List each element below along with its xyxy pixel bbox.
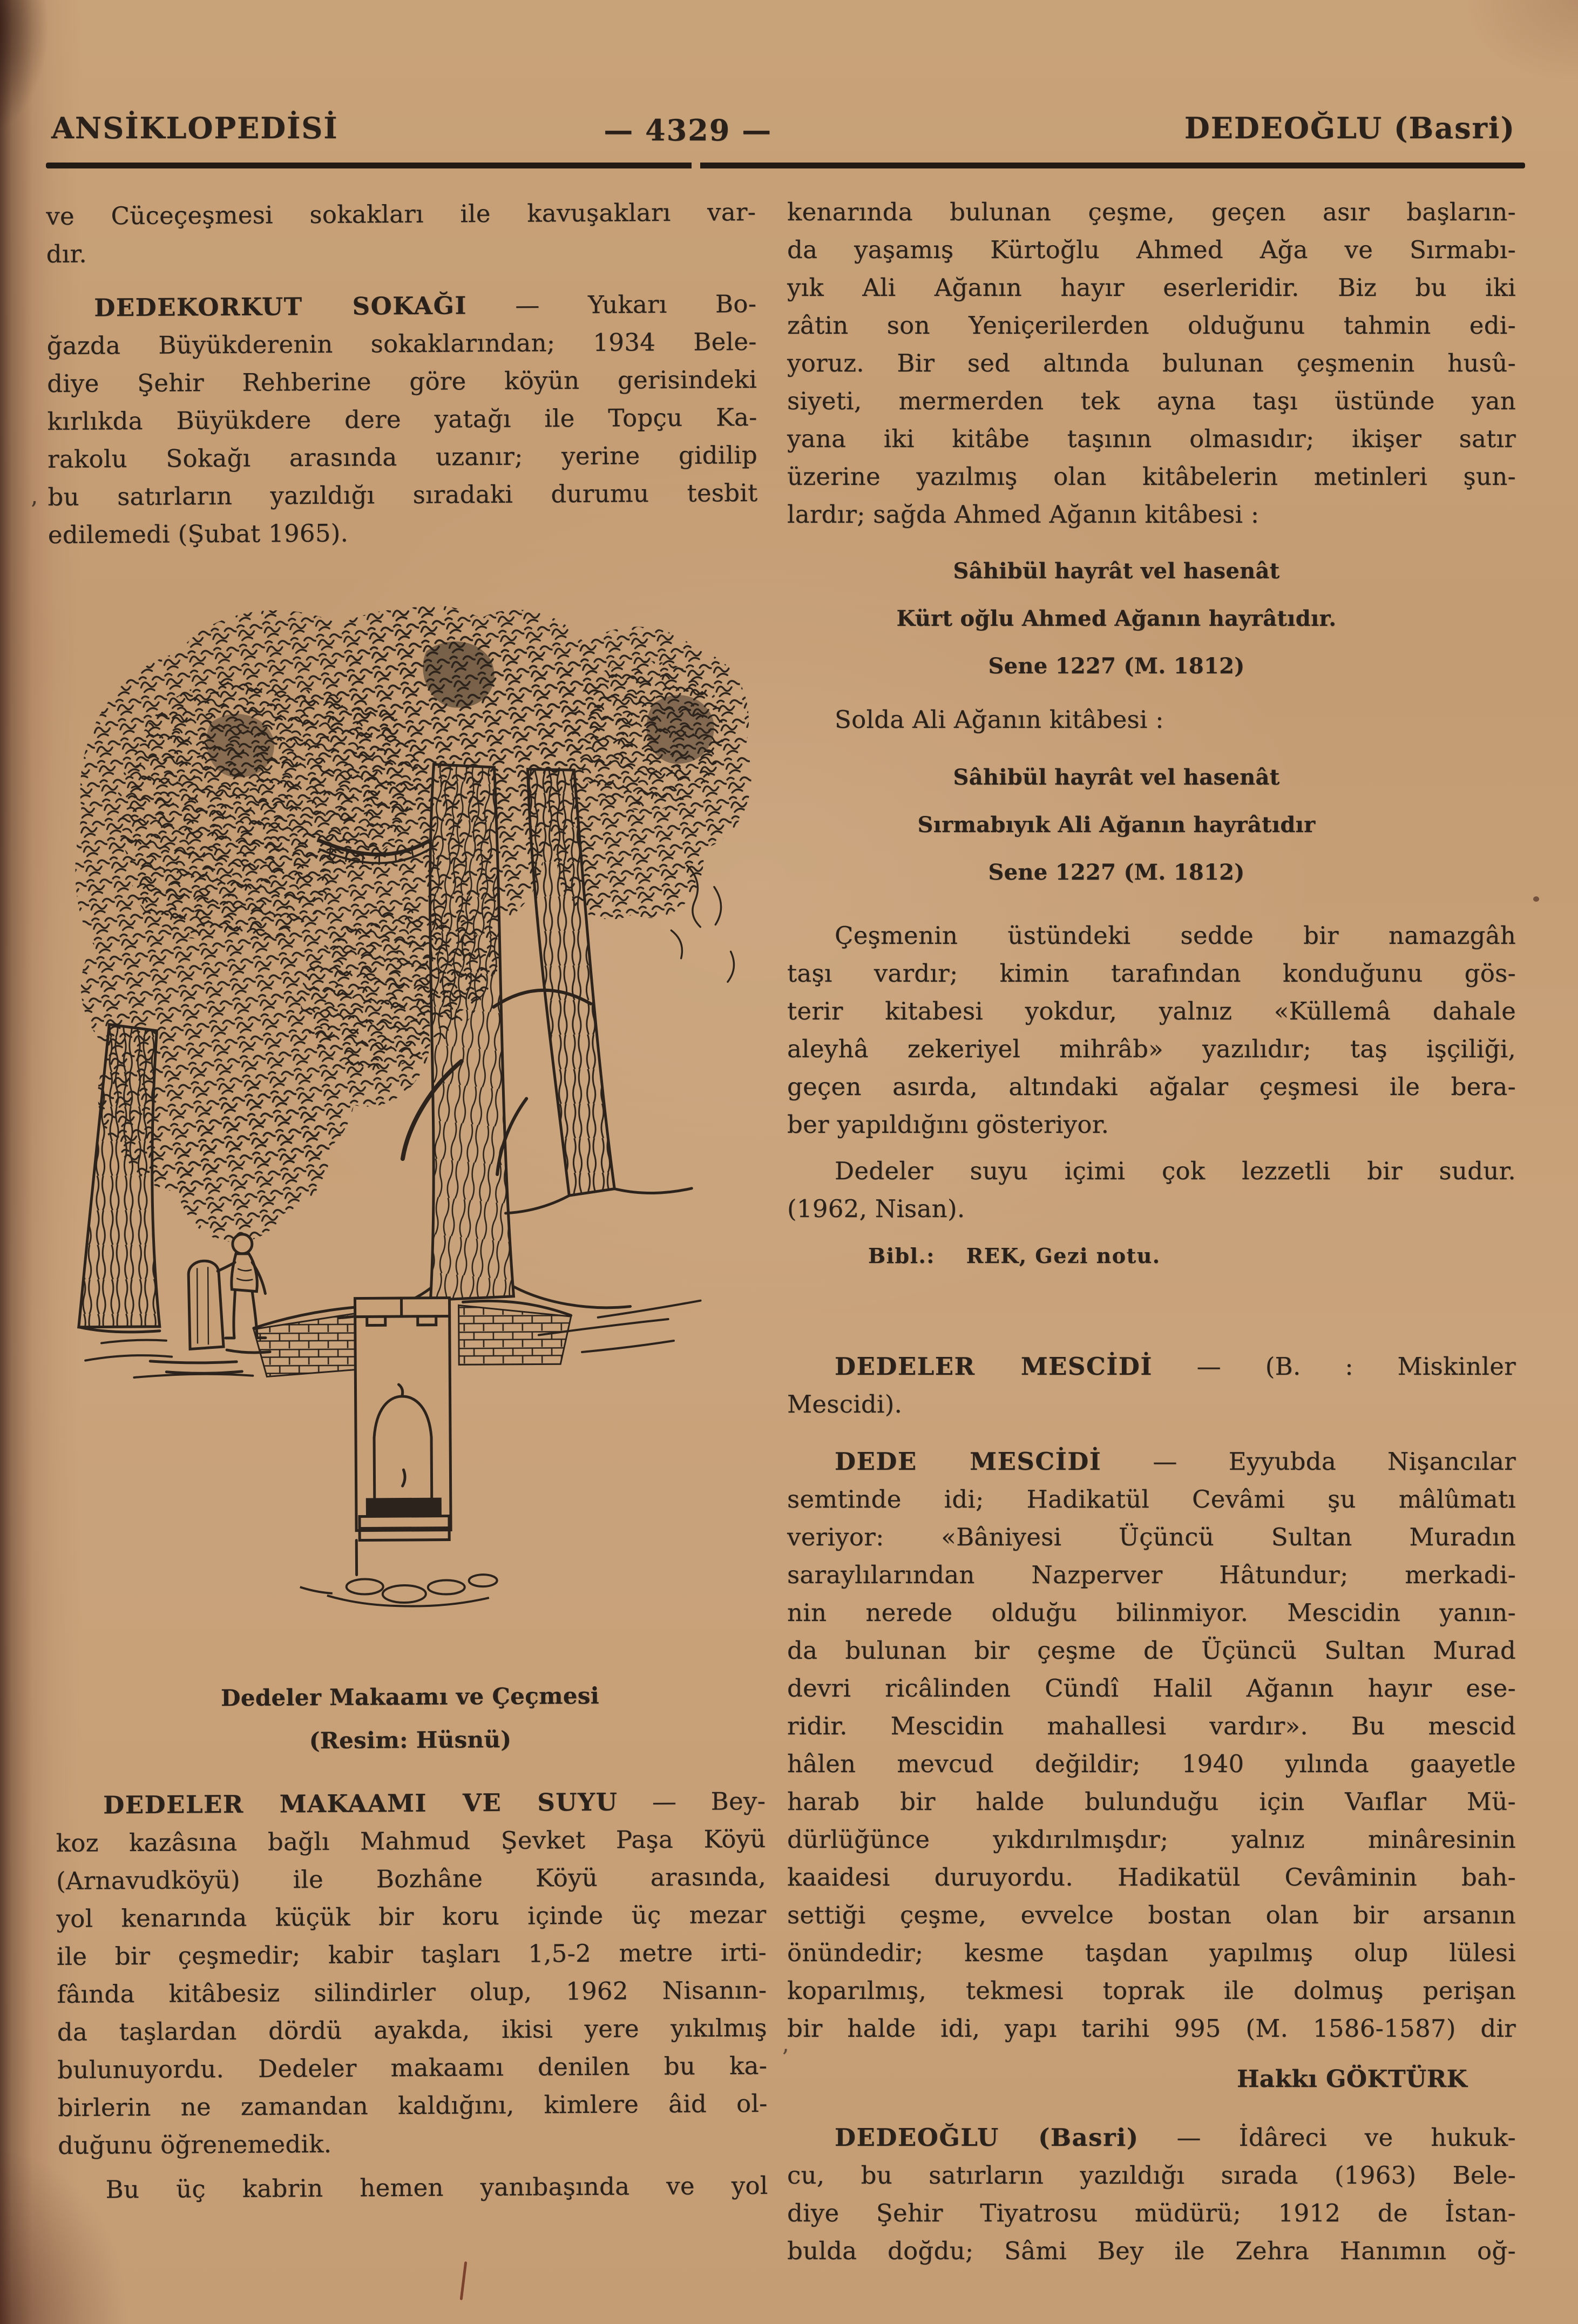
illustration [48, 584, 764, 1650]
running-entry-title: DEDEOĞLU (Basri) [1184, 111, 1515, 145]
text-line: edilemedi (Şubat 1965). [48, 518, 349, 550]
text-line: taşı vardır; kimin tarafından konduğunu gös- [787, 959, 1516, 988]
text-line: kenarında bulunan çeşme, geçen asır başların- [787, 198, 1516, 226]
text-line: kaaidesi duruyordu. Hadikatül Cevâminin bah- [787, 1863, 1516, 1891]
text-line: yol kenarında küçük bir koru içinde üç mezar [56, 1900, 767, 1933]
text-line: yoruz. Bir sed altında bulunan çeşmenin husû- [787, 349, 1516, 377]
text-line: bulunuyordu. Dedeler makaamı denilen bu ka- [57, 2051, 768, 2084]
solda-line [787, 701, 1516, 739]
text-line: harab bir halde bulunduğu için Vaıflar Mü- [787, 1787, 1516, 1816]
text-line: yana iki kitâbe taşının olmasıdır; ikişer satır [787, 424, 1516, 453]
print-artifact: ’ [30, 497, 38, 523]
entry-dedeler-makaami-2 [58, 2167, 768, 2209]
text-line: da taşlardan dördü ayakda, ikisi yere yıkılmış [57, 2013, 767, 2046]
illustration-sketch [48, 584, 764, 1650]
entry-heading: DEDEKORKUT SOKAĞI [94, 291, 468, 322]
text-line: (Arnavudköyü) ile Bozhâne Köyü arasında, [56, 1862, 767, 1895]
entry-heading: DEDEOĞLU (Basri) [835, 2123, 1139, 2152]
text-line: Bu üç kabrin hemen yanıbaşında ve yol [105, 2171, 768, 2204]
entry-dedeler-mescidi [787, 1348, 1516, 1423]
text-line: koz kazâsına bağlı Mahmud Şevket Paşa Köyü [56, 1824, 766, 1857]
text-line: duğunu öğrenemedik. [57, 2129, 332, 2160]
text-line [868, 1240, 1516, 1272]
text-line: Sırmabıyık Ali Ağanın hayrâtıdır [917, 812, 1316, 837]
header-rule [46, 163, 1525, 168]
text-line: zâtin son Yeniçerilerden olduğunu tahmin edi- [787, 311, 1516, 340]
paper-speck [1533, 896, 1539, 902]
text-line: önündedir; kesme taşdan yapılmış olup lülesi [787, 1938, 1516, 1967]
text-line: geçen asırda, altındaki ağalar çeşmesi ile bera- [787, 1072, 1516, 1101]
text-line: devri ricâlinden Cündî Halil Ağanın hayır ese- [787, 1674, 1516, 1703]
text-line: Dedeler Makaamı ve Çeçmesi [220, 1682, 600, 1712]
text-line: bir halde idi, yapı tarihi 995 (M. 1586-1587) dir [787, 2014, 1516, 2043]
namazgah-paragraph [787, 917, 1516, 1144]
ali-aga-inscription [787, 754, 1516, 896]
text-line: ğazda Büyükderenin sokaklarından; 1934 Bele- [46, 327, 757, 361]
entry-heading: REK, Gezi notu. [966, 1244, 1161, 1268]
text-segment [935, 1244, 966, 1268]
text-segment: — İdâreci ve hukuk- [1139, 2123, 1516, 2152]
text-line: Sene 1227 (M. 1812) [988, 653, 1245, 679]
column-right [787, 193, 1516, 2270]
text-segment: — (B. : Miskinler [1152, 1352, 1516, 1381]
text-line: saraylılarından Nazperver Hâtundur; merkadi- [787, 1560, 1516, 1589]
text-line: ber yapıldığını gösteriyor. [787, 1110, 1109, 1139]
author-signature [787, 2060, 1516, 2098]
text-line: dır. [46, 239, 87, 269]
text-line: ve Cüceçeşmesi sokakları ile kavuşakları var- [46, 197, 756, 231]
cesme-continuation [787, 193, 1516, 533]
text-line: Çeşmenin üstündeki sedde bir namazgâh [835, 921, 1516, 950]
text-line: da yaşamış Kürtoğlu Ahmed Ağa ve Sırmabı- [787, 235, 1516, 264]
text-line: Kürt oğlu Ahmed Ağanın hayrâtıdır. [896, 606, 1337, 631]
print-artifact: ’ [782, 2045, 789, 2070]
text-line: Mescidi). [787, 1390, 903, 1418]
text-line: da bulunan bir çeşme de Üçüncü Sultan Murad [787, 1636, 1516, 1665]
entry-dedeler-makaami [56, 1782, 768, 2165]
text-line: semtinde idi; Hadikatül Cevâmi şu mâlûmatı [787, 1485, 1516, 1514]
entry-heading: DEDE MESCİDİ [835, 1447, 1102, 1476]
text-line: kırlıkda Büyükdere dere yatağı ile Topçu Ka- [47, 402, 757, 436]
text-line: Sâhibül hayrât vel hasenât [953, 765, 1280, 790]
entry-dede-mescidi [787, 1443, 1516, 2048]
text-line: Dedeler suyu içimi çok lezzetli bir sudur. [835, 1157, 1516, 1185]
text-line: lardır; sağda Ahmed Ağanın kitâbesi : [787, 500, 1259, 529]
dedeler-suyu-paragraph [787, 1152, 1516, 1228]
text-line: settiği çeşme, evvelce bostan olan bir arsanın [787, 1901, 1516, 1929]
text-line: ile bir çeşmedir; kabir taşları 1,5-2 metre irti- [56, 1937, 767, 1971]
text-line: Solda Ali Ağanın kitâbesi : [835, 705, 1164, 734]
text-line: Sâhibül hayrât vel hasenât [953, 558, 1280, 584]
text-line: Sene 1227 (M. 1812) [988, 860, 1245, 885]
text-line: bu satırların yazıldığı sıradaki durumu tesbit [48, 478, 758, 512]
text-line: cu, bu satırların yazıldığı sırada (1963) Bele- [787, 2161, 1516, 2190]
illustration-caption [55, 1673, 766, 1764]
text-line: veriyor: «Bâniyesi Üçüncü Sultan Muradın [787, 1523, 1516, 1551]
text-line: bulda doğdu; Sâmi Bey ile Zehra Hanımın oğ- [787, 2237, 1516, 2265]
text-line: siyeti, mermerden tek ayna taşı üstünde yan [787, 387, 1516, 415]
text-line: dürlüğünce yıkdırılmışdır; yalnız minâresinin [787, 1825, 1516, 1854]
entry-heading: DEDELER MESCİDİ [835, 1352, 1153, 1381]
text-line [46, 285, 756, 327]
text-line [787, 2119, 1516, 2157]
text-segment: — Yukarı Bo- [466, 289, 757, 320]
text-line: nin nerede olduğu bilinmiyor. Mescidin yanın- [787, 1598, 1516, 1627]
entry-dedekorkut-sokagi [46, 285, 758, 554]
page-header [46, 111, 1525, 153]
ahmed-aga-inscription [787, 548, 1516, 690]
text-line: ridir. Mescidin mahallesi vardır». Bu mescid [787, 1712, 1516, 1740]
text-line: üzerine yazılmış olan kitâbelerin metinleri şun- [787, 462, 1516, 491]
text-line [56, 1782, 766, 1825]
entry-heading: Bibl.: [868, 1244, 935, 1268]
publication-title: ANSİKLOPEDİSİ [51, 111, 338, 145]
text-line: (Resim: Hüsnü) [309, 1726, 512, 1754]
text-line [787, 1443, 1516, 1481]
text-line: rakolu Sokağı arasında uzanır; yerine gidilip [47, 440, 758, 474]
bibliography [868, 1240, 1516, 1272]
text-line: fâında kitâbesiz silindirler olup, 1962 Nisanın- [57, 1975, 767, 2009]
entry-heading: DEDELER MAKAAMI VE SUYU [103, 1787, 618, 1820]
text-columns [46, 193, 1525, 2270]
entry-dedeoglu-basri [787, 2119, 1516, 2270]
text-line: diye Şehir Tiyatrosu müdürü; 1912 de İstan- [787, 2199, 1516, 2227]
entry-dedekorkut-continuation [46, 193, 756, 273]
text-line: yık Ali Ağanın hayır eserleridir. Biz bu iki [787, 273, 1516, 302]
text-segment: — Eyyubda Nişancılar [1101, 1447, 1516, 1476]
page-number: — 4329 — [604, 113, 773, 147]
text-line: (1962, Nisan). [787, 1194, 965, 1223]
text-line: terir kitabesi yokdur, yalnız «Küllemâ dahale [787, 997, 1516, 1025]
text-line: hâlen mevcud değildir; 1940 yılında gaayetle [787, 1749, 1516, 1778]
text-line: Hakkı GÖKTÜRK [1236, 2065, 1467, 2093]
text-line: birlerin ne zamandan kaldığını, kimlere âid ol- [57, 2089, 768, 2122]
column-left [46, 193, 768, 2274]
text-line: aleyhâ zekeriyel mihrâb» yazılıdır; taş işçiliği, [787, 1035, 1516, 1063]
text-line: diye Şehir Rehberine göre köyün gerisindeki [46, 364, 757, 398]
text-line: koparılmış, tekmesi toprak ile dolmuş perişan [787, 1976, 1516, 2005]
text-segment: — Bey- [618, 1786, 766, 1816]
text-line [787, 1348, 1516, 1386]
